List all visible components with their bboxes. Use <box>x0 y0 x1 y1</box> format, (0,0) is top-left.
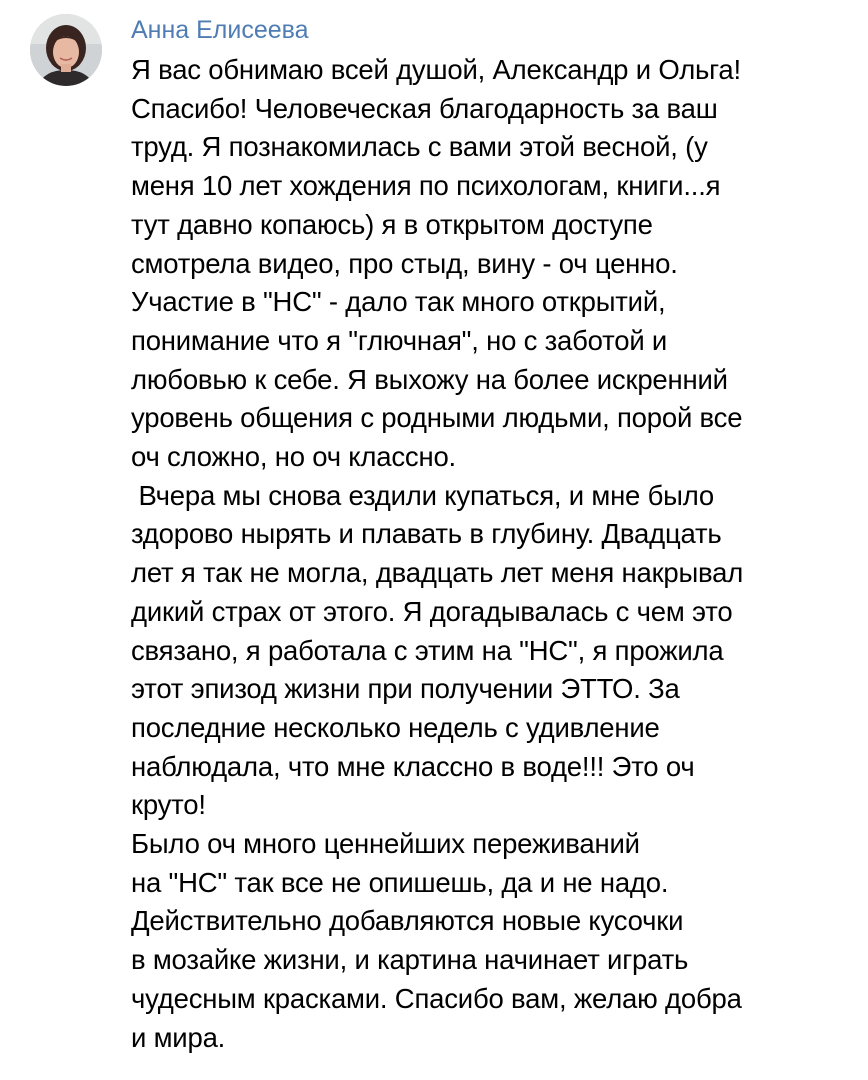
comment-line: наблюдала, что мне классно в воде!!! Это оч <box>131 750 695 782</box>
comment-line: Участие в "НС" - дало так много открытий, <box>131 286 666 318</box>
comment-line: меня 10 лет хождения по психологам, книги...я <box>131 170 721 202</box>
comment-line: круто! <box>131 789 206 821</box>
comment-line: Вчера мы снова ездили купаться, и мне было <box>131 479 714 511</box>
comment-line: чудесным красками. Спасибо вам, желаю добра <box>131 982 742 1014</box>
comment-line: уровень общения с родными людьми, порой все <box>131 402 743 434</box>
comment-line: связано, я работала с этим на "НС", я прожила <box>131 634 724 666</box>
comment-line: и мира. <box>131 1021 226 1053</box>
comment-line: любовью к себе. Я выхожу на более искренний <box>131 363 728 395</box>
comment-line: Было оч много ценнейших переживаний <box>131 828 640 860</box>
author-name[interactable]: Анна Елисеева <box>131 16 309 44</box>
comment-line: оч сложно, но оч классно. <box>131 441 456 473</box>
comment-line: здорово нырять и плавать в глубину. Двадцать <box>131 518 722 550</box>
comment-line: дикий страх от этого. Я догадывалась с чем это <box>131 595 733 627</box>
comment-line: Я вас обнимаю всей душой, Александр и Ольга! <box>131 54 741 85</box>
comment-line: тут давно копаюсь) я в открытом доступе <box>131 208 653 240</box>
comment-line: Спасибо! Человеческая благодарность за ваш <box>131 92 718 124</box>
comment-line: труд. Я познакомилась с вами этой весной, (у <box>131 131 708 163</box>
comment-line: лет я так не могла, двадцать лет меня накрывал <box>131 557 744 589</box>
comment-line: последние несколько недель с удивление <box>131 711 660 743</box>
comment-line: на "НС" так все не опишешь, да и не надо. <box>131 866 669 898</box>
comment-line: в мозайке жизни, и картина начинает играть <box>131 944 689 976</box>
comment-text <box>131 51 851 1057</box>
comment-line: понимание что я "глючная", но с заботой и <box>131 324 668 356</box>
comment-line: смотрела видео, про стыд, вину - оч ценно. <box>131 247 678 279</box>
comment-line: этот эпизод жизни при получении ЭТТО. За <box>131 673 680 705</box>
comment-line: Действительно добавляются новые кусочки <box>131 905 684 937</box>
avatar[interactable] <box>30 14 102 86</box>
user-photo-icon <box>30 14 102 86</box>
